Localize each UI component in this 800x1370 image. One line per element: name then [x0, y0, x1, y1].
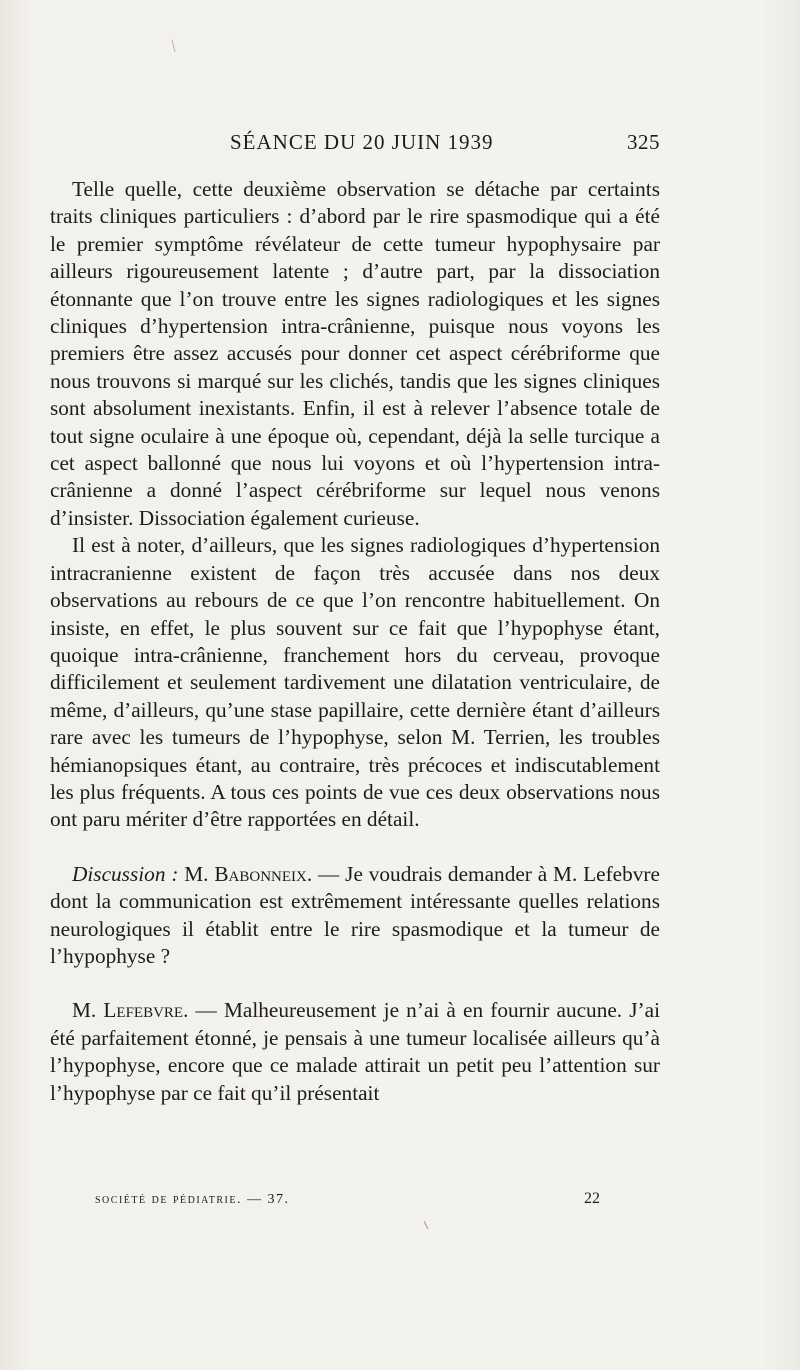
- paragraph-observation: Telle quelle, cette deuxième observation se détache par certaints traits cliniques particuliers : d’abord par le rire spasmodique qui a été le premier symptôme révélateur de cette tumeur hypophysaire par ailleurs rigoureusement latente ; d’autre part, par la dissociation étonnante que l’on trouve entre les signes radiologiques et les signes cliniques d’hypertension intra-crânienne, puisque nous voyons les premiers être assez accusés pour donner cet aspect cérébriforme que nous trouvons si marqué sur les clichés, tandis que les signes cliniques sont absolument inexistants. Enfin, il est à relever l’absence totale de tout signe oculaire à une époque où, cependant, déjà la selle turcique a cet aspect ballonné que nous lui voyons et où l’hypertension intra-crânienne a donné l’aspect cérébriforme sur lequel nous venons d’insister. Dissociation également curieuse.: [50, 177, 660, 530]
- discussion-text: — Je voudrais demander à M. Lefebvre dont la communication est extrêmement intéressante quelles relations neurologiques il établit entre le rire spasmodique et la tumeur de l’hypophyse ?: [50, 861, 660, 968]
- paragraph-radiology: Il est à noter, d’ailleurs, que les signes radiologiques d’hypertension intracranienne existent de façon très accusée dans nos deux observations au rebours de ce que l’on rencontre habituellement. On insiste, en effet, le plus souvent sur ce fait que l’hypophyse étant, quoique intra-crânienne, franchement hors du cerveau, provoque difficilement et seulement tardivement une dilatation ventriculaire, de même, d’ailleurs, qu’une stase papillaire, cette dernière étant d’ailleurs rare avec les tumeurs de l’hypophyse, selon M. Terrien, les troubles hémianopsiques étant, au contraire, très précoces et indiscutablement les plus fréquents. A tous ces points de vue ces deux observations nous ont paru mériter d’être rapportées en détail.: [50, 533, 660, 832]
- footer-society: société de pédiatrie. — 37.: [95, 1192, 290, 1207]
- paper-speck: [172, 40, 175, 52]
- page-number: 325: [627, 130, 660, 154]
- reply-speaker: M. Lefebvre.: [72, 998, 189, 1023]
- discussion-label: Discussion :: [72, 861, 179, 886]
- reply-text: — Malheureusement je n’ai à en fournir aucune. J’ai été parfaitement étonné, je pensais à une tumeur localisée ailleurs qu’à l’hypophyse, encore que ce malade attirait un petit peu l’attention sur l’hypophyse par ce fait qu’il présentait: [50, 998, 660, 1105]
- paper-speck: [424, 1221, 428, 1229]
- footer-signature-number: 22: [584, 1190, 600, 1207]
- running-head-title: SÉANCE DU 20 JUIN 1939: [230, 130, 494, 154]
- discussion-speaker: M. Babonneix.: [184, 861, 313, 886]
